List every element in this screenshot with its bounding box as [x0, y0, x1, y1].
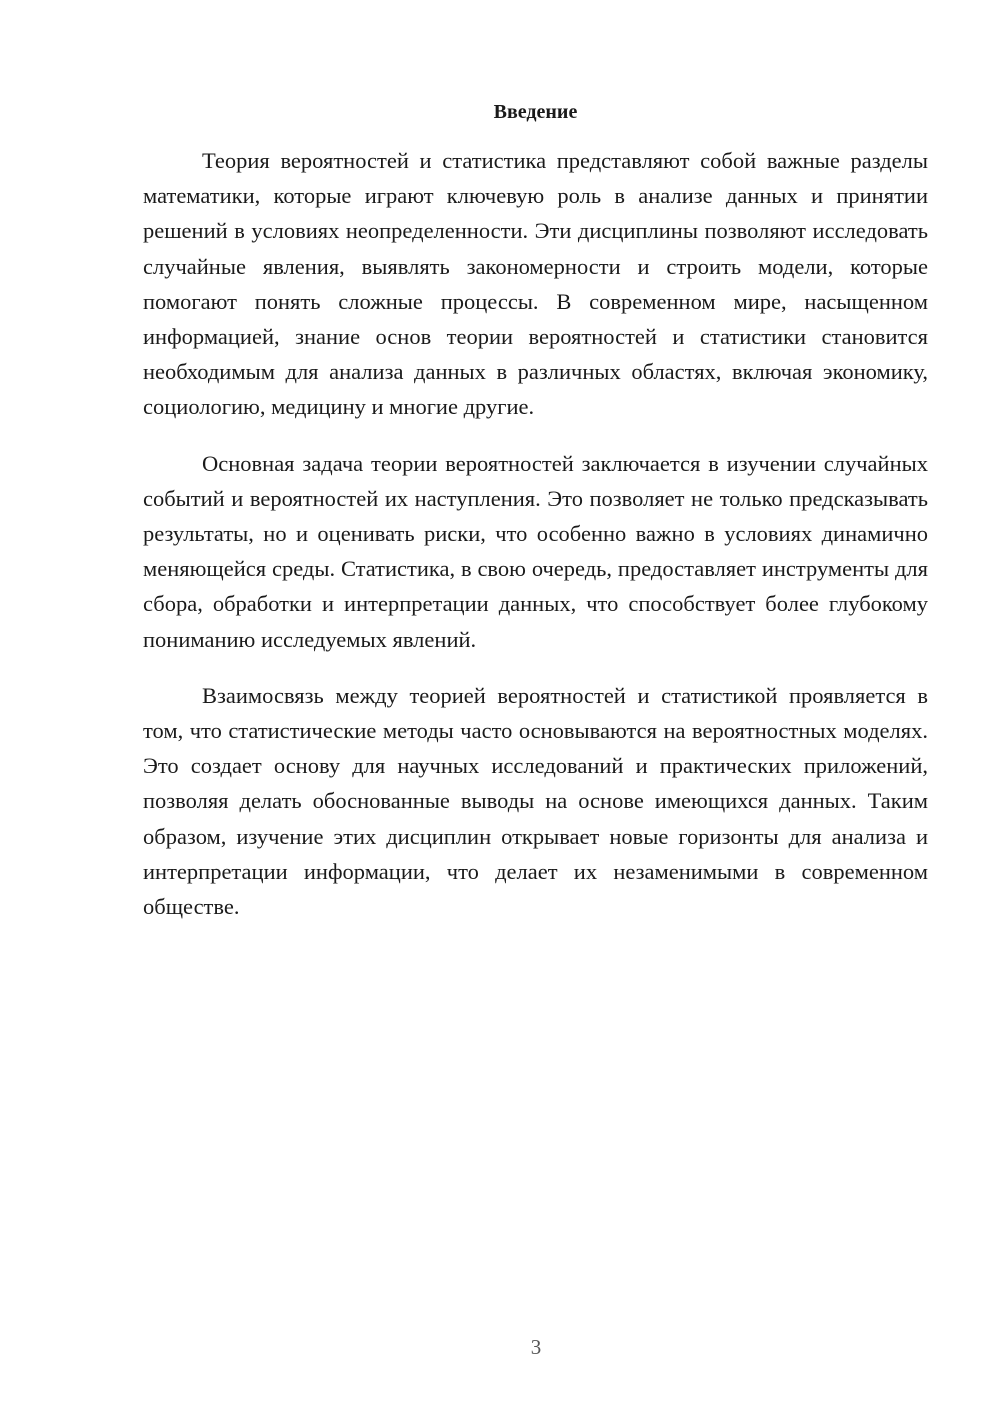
section-heading: Введение — [493, 101, 578, 123]
body-text — [143, 143, 928, 945]
paragraph-1: Теория вероятностей и статистика представляют собой важные разделы математики, которые играют ключевую роль в анализе данных и принятии решений в условиях неопределенности. Эти дисциплины позволяют исследовать случайные явления, выявлять закономерности и строить модели, которые помогают понять сложные процессы. В современном мире, насыщенном информацией, знание основ теории вероятностей и статистики становится необходимым для анализа данных в различных областях, включая экономику, социологию, медицину и многие другие. — [143, 148, 928, 420]
paragraph-3: Взаимосвязь между теорией вероятностей и статистикой проявляется в том, что статистические методы часто основываются на вероятностных моделях. Это создает основу для научных исследований и практических приложений, позволяя делать обоснованные выводы на основе имеющихся данных. Таким образом, изучение этих дисциплин открывает новые горизонты для анализа и интерпретации информации, что делает их незаменимыми в современном обществе. — [143, 682, 928, 920]
page-number: 3 — [530, 1335, 542, 1359]
paragraph-2: Основная задача теории вероятностей заключается в изучении случайных событий и вероятностей их наступления. Это позволяет не только предсказывать результаты, но и оценивать риски, что особенно важно в условиях динамично меняющейся среды. Статистика, в свою очередь, предоставляет инструменты для сбора, обработки и интерпретации данных, что способствует более глубокому пониманию исследуемых явлений. — [143, 450, 928, 652]
